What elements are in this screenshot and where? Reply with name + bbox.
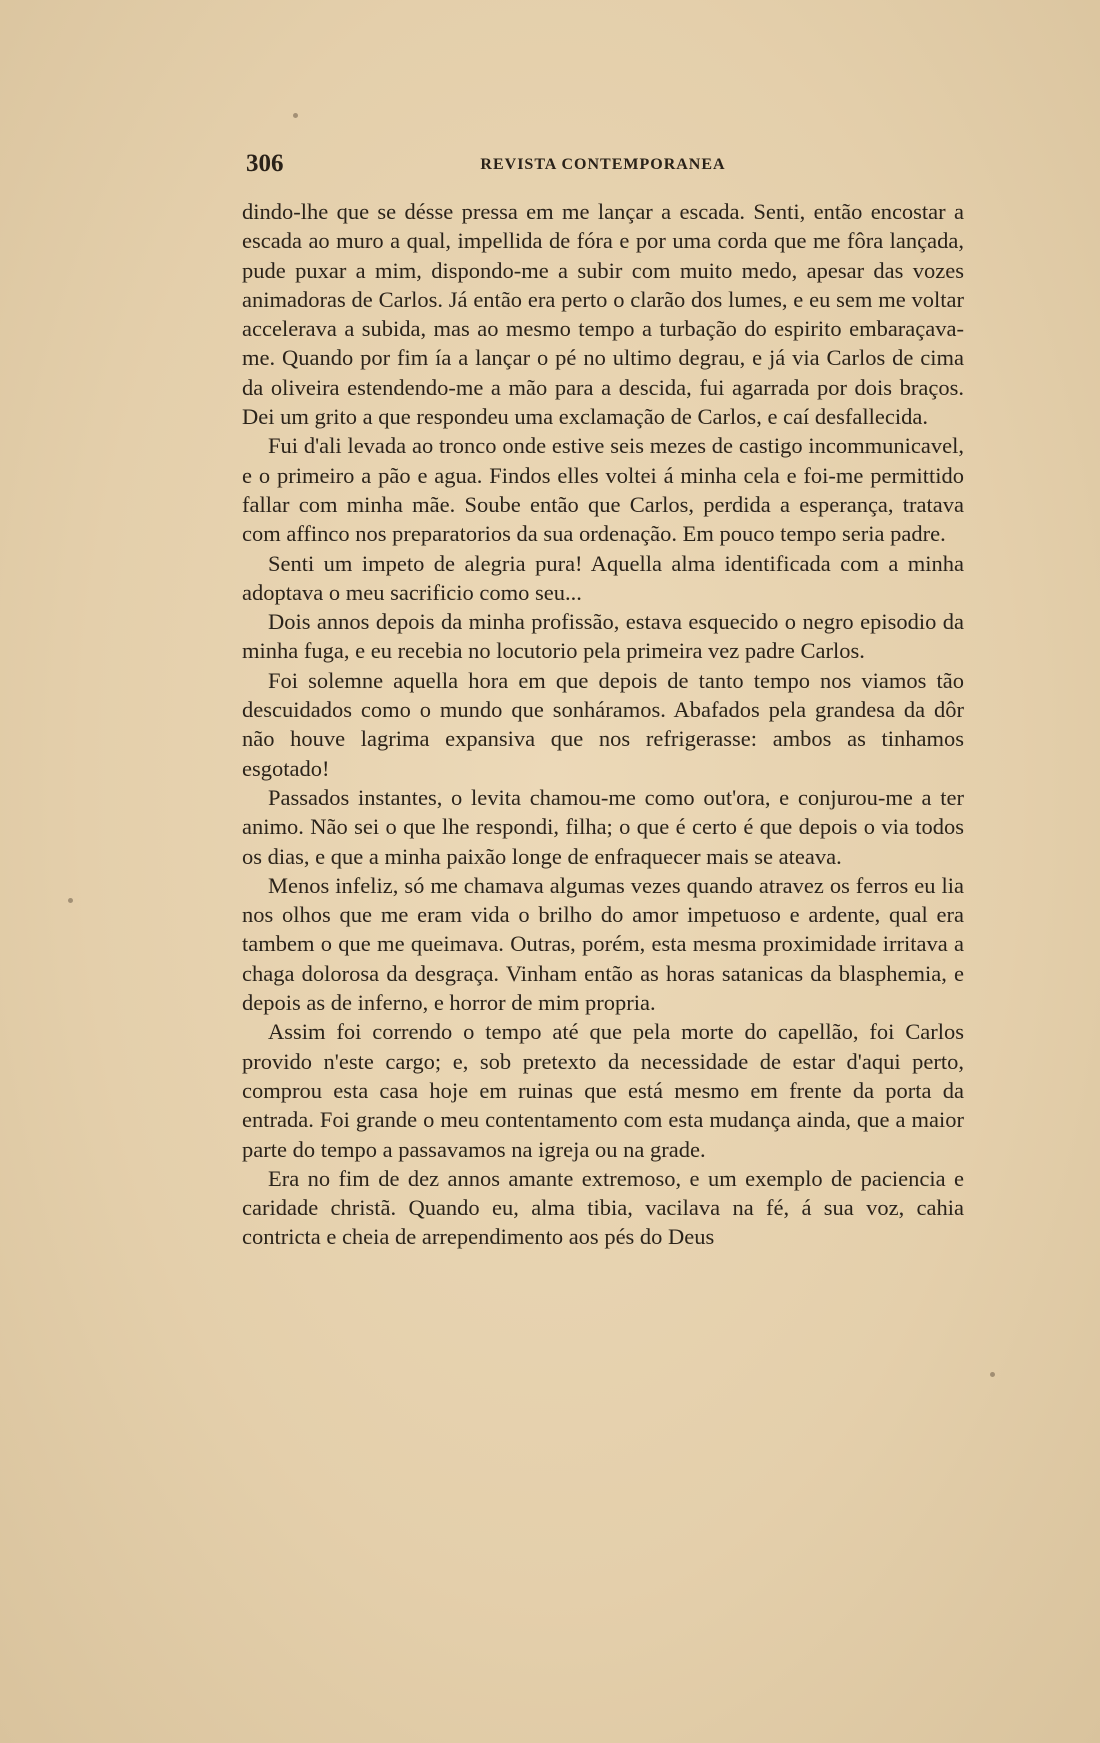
paragraph: Menos infeliz, só me chamava algumas vezes quando atravez os ferros eu lia nos olhos que me eram vida o brilho do amor impetuoso e ardente, qual era tambem o que me queimava. Outras, porém, esta mesma proximidade irritava a chaga dolorosa da desgraça. Vinham então as horas satanicas da blasphemia, e depois as de inferno, e horror de mim propria. [242, 872, 964, 1016]
paragraph: Assim foi correndo o tempo até que pela morte do capellão, foi Carlos provido n'este cargo; e, sob pretexto da necessidade de estar d'aqui perto, comprou esta casa hoje em ruinas que está mesmo em frente da porta da entrada. Foi grande o meu contentamento com esta mudança ainda, que a maior parte do tempo a passavamos na igreja ou na grade. [242, 1019, 964, 1162]
paper-speck [990, 1372, 995, 1377]
page-header [242, 150, 964, 184]
paper-speck [293, 113, 298, 118]
paragraph: Era no fim de dez annos amante extremoso, e um exemplo de paciencia e caridade christã. Quando eu, alma tibia, vacilava na fé, á sua voz, cahia contricta e cheia de arrependimento aos pés do Deus [242, 1165, 964, 1250]
body-text [242, 197, 964, 1252]
paragraph: Foi solemne aquella hora em que depois de tanto tempo nos viamos tão descuidados como o mundo que sonháramos. Abafados pela grandesa da dôr não houve lagrima expansiva que nos refrigerasse: ambos as tinhamos esgotado! [242, 667, 964, 781]
paper-speck [68, 898, 73, 903]
page-number: 306 [246, 150, 284, 177]
paragraph: Fui d'ali levada ao tronco onde estive seis mezes de castigo incommunicavel, e o primeiro a pão e agua. Findos elles voltei á minha cela e foi-me permittido fallar com minha mãe. Soube então que Carlos, perdida a esperança, tratava com affinco nos preparatorios da sua ordenação. Em pouco tempo seria padre. [242, 433, 964, 547]
paragraph: Passados instantes, o levita chamou-me como out'ora, e conjurou-me a ter animo. Não sei o que lhe respondi, filha; o que é certo é que depois o via todos os dias, e que a minha paixão longe de enfraquecer mais se ateava. [242, 784, 964, 869]
running-title: REVISTA CONTEMPORANEA [480, 156, 726, 173]
paragraph: dindo-lhe que se désse pressa em me lançar a escada. Senti, então encostar a escada ao muro a qual, impellida de fóra e por uma corda que me fôra lançada, pude puxar a mim, dispondo-me a subir com muito medo, apesar das vozes animadoras de Carlos. Já então era perto o clarão dos lumes, e eu sem me voltar accelerava a subida, mas ao mesmo tempo a turbação do espirito embaraçava-me. Quando por fim ía a lançar o pé no ultimo degrau, e já via Carlos de cima da oliveira estendendo-me a mão para a descida, fui agarrada por dois braços. Dei um grito a que respondeu uma exclamação de Carlos, e caí desfallecida. [242, 199, 964, 430]
paragraph: Senti um impeto de alegria pura! Aquella alma identificada com a minha adoptava o meu sacrificio como seu... [242, 550, 964, 605]
paragraph: Dois annos depois da minha profissão, estava esquecido o negro episodio da minha fuga, e eu recebia no locutorio pela primeira vez padre Carlos. [242, 609, 964, 664]
